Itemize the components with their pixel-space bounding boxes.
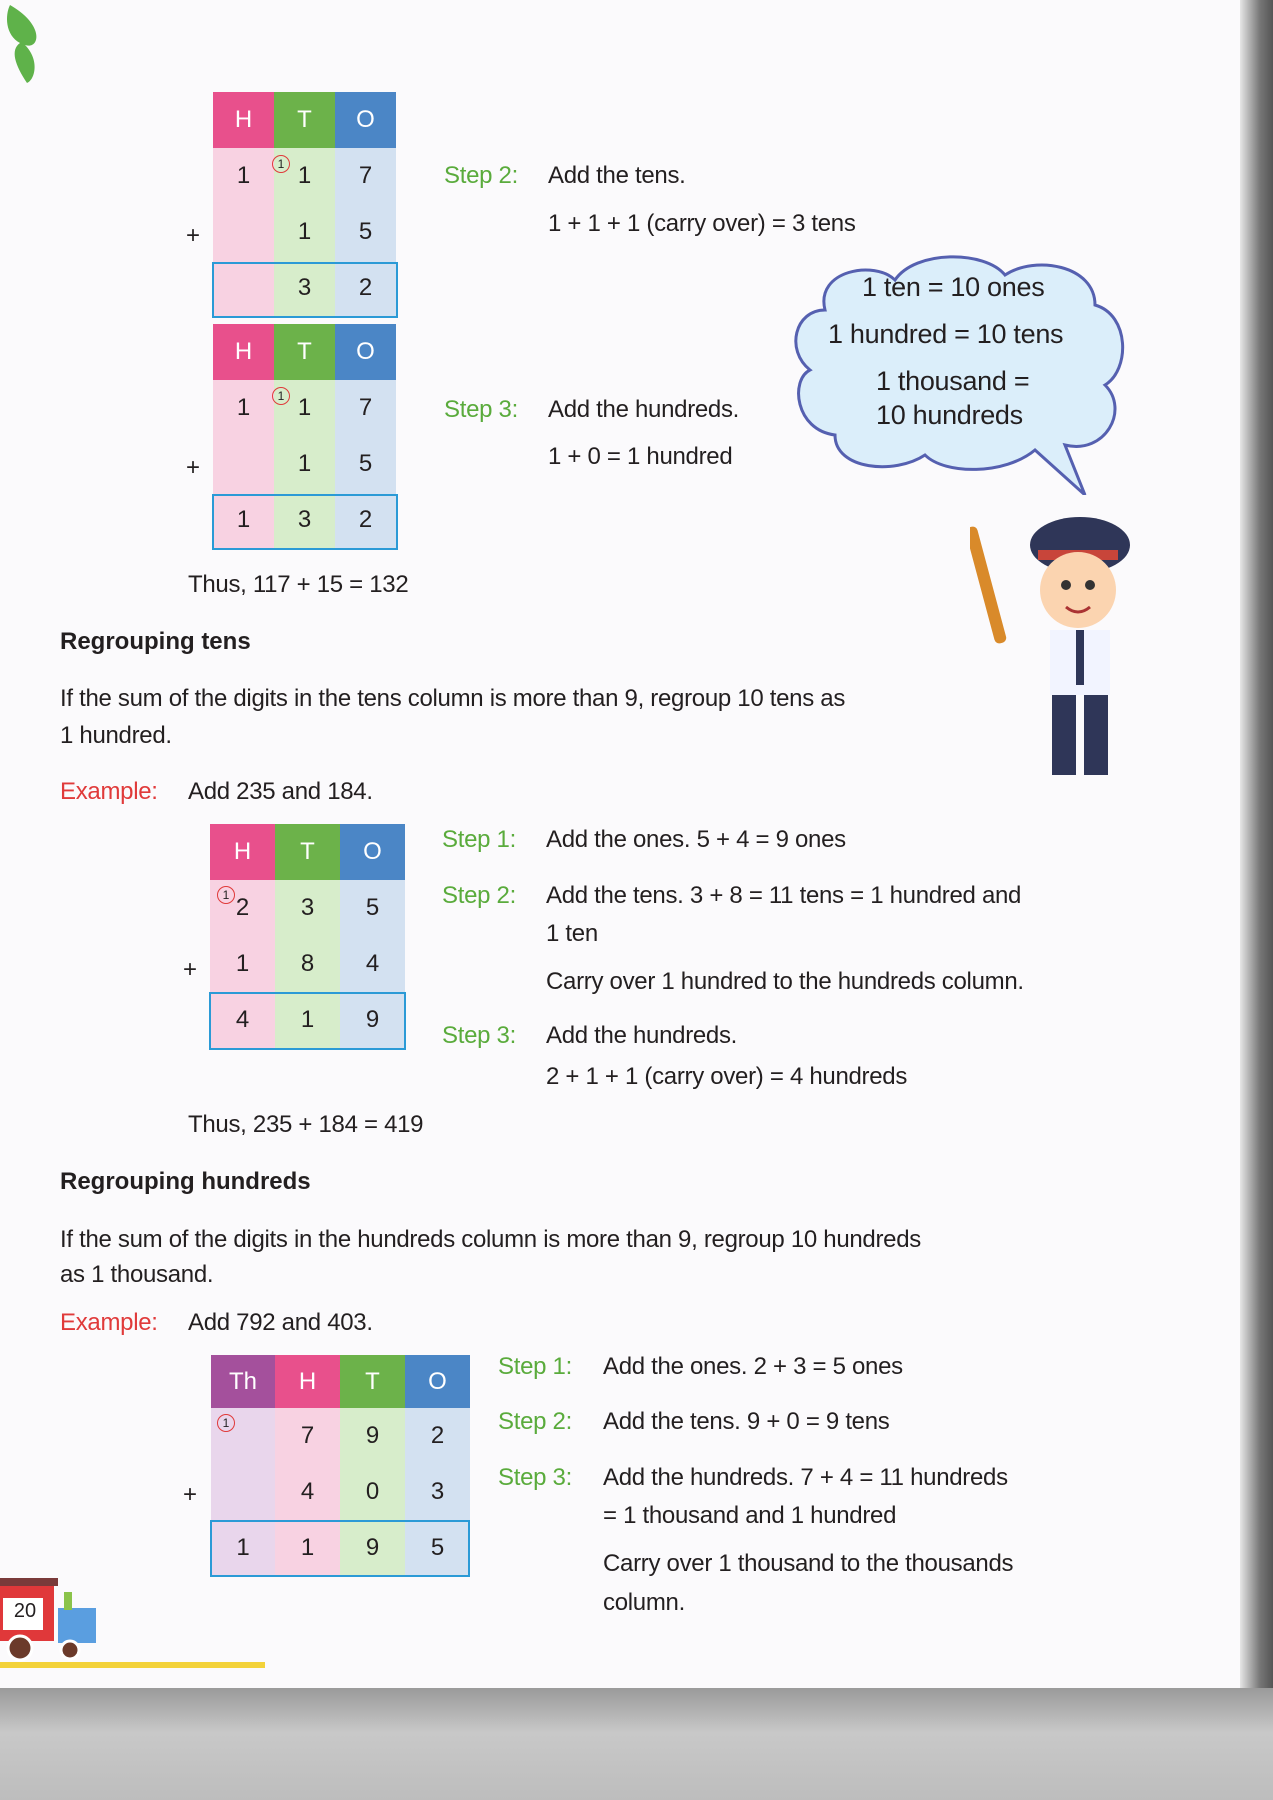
cell: 1 <box>275 992 340 1048</box>
paragraph: If the sum of the digits in the tens column is more than 9, regroup 10 tens as <box>60 685 846 712</box>
result-box <box>212 262 398 318</box>
cell: 4 <box>340 936 405 992</box>
step-text: Carry over 1 hundred to the hundreds column. <box>546 968 1024 995</box>
cell: 2 <box>210 880 275 936</box>
result-box <box>210 1520 470 1577</box>
train-icon <box>0 1578 270 1668</box>
cell: 2 <box>405 1408 470 1464</box>
cell: 7 <box>335 148 396 204</box>
step-label: Step 3: <box>498 1464 572 1491</box>
carry-mark: 1 <box>217 1414 235 1432</box>
header-t: T <box>274 92 335 148</box>
header-h: H <box>213 324 274 380</box>
carry-mark: 1 <box>217 886 235 904</box>
page-number: 20 <box>13 1600 37 1622</box>
carry-mark: 1 <box>272 155 290 173</box>
book-spine <box>1240 0 1273 1690</box>
header-o: O <box>340 824 405 880</box>
header-o: O <box>405 1355 470 1408</box>
cell: 1 <box>274 148 335 204</box>
cell: 1 <box>275 1520 340 1576</box>
cell: 1 <box>274 436 335 492</box>
example-text: Add 792 and 403. <box>188 1309 373 1336</box>
cell: 2 <box>335 260 396 316</box>
cell: 1 <box>213 148 274 204</box>
step-label: Step 3: <box>444 396 518 423</box>
step-text: Add the hundreds. 7 + 4 = 11 hundreds <box>603 1464 1008 1491</box>
header-t: T <box>340 1355 405 1408</box>
cloud-line: 10 hundreds <box>876 400 1023 430</box>
step-text: Add the tens. <box>548 162 686 189</box>
cloud-line: 1 hundred = 10 tens <box>828 319 1064 349</box>
step-text: = 1 thousand and 1 hundred <box>603 1502 897 1529</box>
cell: 0 <box>340 1464 405 1520</box>
step-text: Add the tens. 9 + 0 = 9 tens <box>603 1408 890 1435</box>
header-h: H <box>275 1355 340 1408</box>
step-text: Carry over 1 thousand to the thousands <box>603 1550 1014 1577</box>
header-t: T <box>274 324 335 380</box>
paragraph: 1 hundred. <box>60 722 172 749</box>
cell: 1 <box>274 204 335 260</box>
step-text: 2 + 1 + 1 (carry over) = 4 hundreds <box>546 1063 908 1090</box>
cell: 1 <box>274 380 335 436</box>
cell: 3 <box>274 492 335 548</box>
leaf-icon <box>5 5 45 85</box>
cell: 1 <box>210 936 275 992</box>
carry-mark: 1 <box>272 387 290 405</box>
header-o: O <box>335 324 396 380</box>
step-equation: 1 + 1 + 1 (carry over) = 3 tens <box>548 210 856 237</box>
cell: 8 <box>275 936 340 992</box>
paragraph: If the sum of the digits in the hundreds column is more than 9, regroup 10 hundreds <box>60 1226 921 1253</box>
cell: 1 <box>211 1520 275 1576</box>
scan-background <box>0 1688 1273 1800</box>
header-h: H <box>210 824 275 880</box>
header-t: T <box>275 824 340 880</box>
cell: 5 <box>340 880 405 936</box>
example-label: Example: <box>60 778 158 805</box>
cell: 1 <box>213 492 274 548</box>
cell: 4 <box>210 992 275 1048</box>
cell: 1 <box>213 380 274 436</box>
cell <box>211 1464 275 1520</box>
section-heading: Regrouping hundreds <box>60 1168 311 1195</box>
result-box <box>212 494 398 550</box>
cell: 5 <box>405 1520 470 1576</box>
cell: 3 <box>405 1464 470 1520</box>
step-label: Step 2: <box>442 882 516 909</box>
step-label: Step 1: <box>498 1353 572 1380</box>
cell: 7 <box>275 1408 340 1464</box>
plus-sign: + <box>183 1481 198 1508</box>
result-box <box>209 992 406 1050</box>
plus-sign: + <box>183 956 198 983</box>
section-heading: Regrouping tens <box>60 628 251 655</box>
cell: 5 <box>335 436 396 492</box>
step-text: column. <box>603 1589 685 1616</box>
example-label: Example: <box>60 1309 158 1336</box>
cell: 4 <box>275 1464 340 1520</box>
step-label: Step 3: <box>442 1022 516 1049</box>
cell <box>213 436 274 492</box>
step-text: Add the tens. 3 + 8 = 11 tens = 1 hundred and <box>546 882 1022 909</box>
plus-sign: + <box>186 222 201 249</box>
cell: 3 <box>274 260 335 316</box>
step-label: Step 2: <box>444 162 518 189</box>
example-text: Add 235 and 184. <box>188 778 373 805</box>
header-th: Th <box>211 1355 275 1408</box>
cell: 3 <box>275 880 340 936</box>
step-text: Add the hundreds. <box>548 396 740 423</box>
header-o: O <box>335 92 396 148</box>
step-label: Step 2: <box>498 1408 572 1435</box>
step-text: 1 ten <box>546 920 598 947</box>
cell: 9 <box>340 1520 405 1576</box>
cell <box>213 204 274 260</box>
header-h: H <box>213 92 274 148</box>
cell: 9 <box>340 1408 405 1464</box>
step-text: Add the ones. 5 + 4 = 9 ones <box>546 826 846 853</box>
cell: 5 <box>335 204 396 260</box>
cloud-line: 1 ten = 10 ones <box>862 272 1045 302</box>
step-equation: 1 + 0 = 1 hundred <box>548 443 733 470</box>
step-text: Add the ones. 2 + 3 = 5 ones <box>603 1353 903 1380</box>
step-text: Add the hundreds. <box>546 1022 738 1049</box>
step-label: Step 1: <box>442 826 516 853</box>
result-statement: Thus, 235 + 184 = 419 <box>188 1111 424 1138</box>
boy-illustration <box>970 485 1170 785</box>
paragraph: as 1 thousand. <box>60 1261 214 1288</box>
cloud-line: 1 thousand = <box>876 366 1030 396</box>
cell: 7 <box>335 380 396 436</box>
cell: 2 <box>335 492 396 548</box>
cell: 9 <box>340 992 405 1048</box>
plus-sign: + <box>186 454 201 481</box>
result-statement: Thus, 117 + 15 = 132 <box>188 571 409 598</box>
